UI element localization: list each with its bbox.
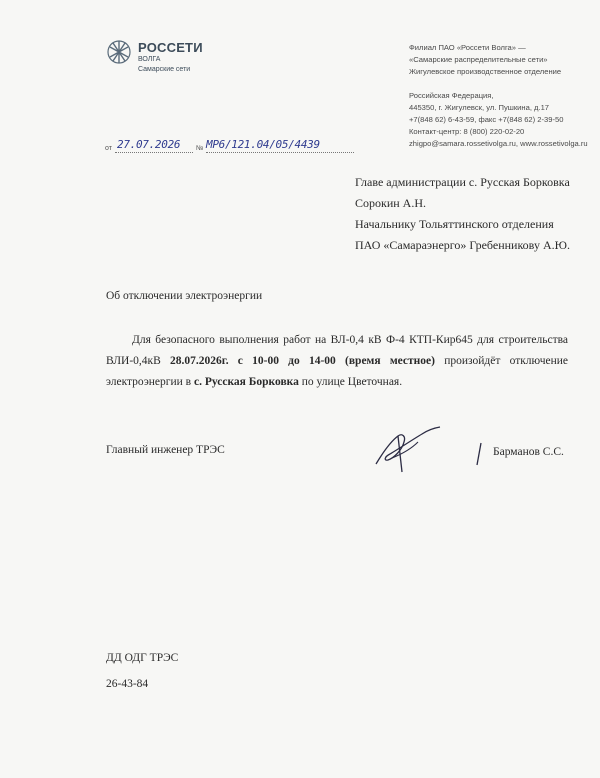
- handwritten-signature: [372, 424, 444, 476]
- signatory-name: Барманов С.С.: [493, 446, 564, 458]
- outgoing-number: [105, 137, 365, 157]
- addressee-line: Главе администрации с. Русская Борковка: [355, 175, 570, 189]
- address-line: Контакт-центр: 8 (800) 220-02-20: [409, 127, 525, 136]
- executor-phone: 26-43-84: [106, 678, 149, 690]
- org-line: «Самарские распределительные сети»: [409, 55, 548, 64]
- addressee-line: Начальнику Тольяттинского отделения: [355, 217, 554, 231]
- addressee-line: ПАО «Самараэнерго» Гребенникову А.Ю.: [355, 238, 570, 252]
- addressee-line: Сорокин А.Н.: [355, 196, 427, 210]
- address-line: +7(848 62) 6-43-59, факс +7(848 62) 2-39-50: [409, 115, 564, 124]
- logo-emblem-icon: [106, 38, 132, 68]
- org-line: Филиал ПАО «Россети Волга» —: [409, 43, 526, 52]
- outgoing-date: 27.07.2026: [117, 138, 181, 151]
- org-line: Жигулевское производственное отделение: [409, 67, 562, 76]
- body-village-bold: с. Русская Борковка: [193, 376, 299, 388]
- address-line: 445350, г. Жигулевск, ул. Пушкина, д.17: [409, 103, 550, 112]
- executor-name: ДД ОДГ ТРЭС: [106, 652, 179, 664]
- logo-sub2: Самарские сети: [138, 66, 191, 73]
- outgoing-number-value: МР6/121.04/05/4439: [206, 138, 320, 151]
- date-label: от: [105, 145, 112, 152]
- signature-stroke: [475, 442, 483, 466]
- addressees: [355, 172, 570, 256]
- signatory-title: Главный инженер ТРЭС: [106, 444, 225, 456]
- letter-subject: Об отключении электроэнергии: [106, 290, 263, 302]
- body-part: произойдёт отключение электроэнергии в: [106, 355, 568, 388]
- body-date-bold: 28.07.2026г. с 10-00 до 14-00 (время местное): [170, 355, 435, 367]
- body-part: по улице Цветочная.: [298, 376, 403, 388]
- logo-name: РОССЕТИ: [138, 40, 203, 55]
- number-label: №: [196, 145, 204, 152]
- logo-sub: ВОЛГА: [138, 56, 161, 63]
- org-info: [409, 42, 599, 150]
- letter-body: [106, 330, 568, 393]
- company-logo: [106, 38, 216, 78]
- address-line: zhigpo@samara.rossetivolga.ru, www.rossetivolga.ru: [409, 139, 588, 148]
- address-line: Российская Федерация,: [409, 91, 494, 100]
- body-part: Для безопасного выполнения работ на ВЛ-0,4 кВ Ф-4 КТП-Кир645 для строительства ВЛИ-0,4кВ: [106, 334, 568, 367]
